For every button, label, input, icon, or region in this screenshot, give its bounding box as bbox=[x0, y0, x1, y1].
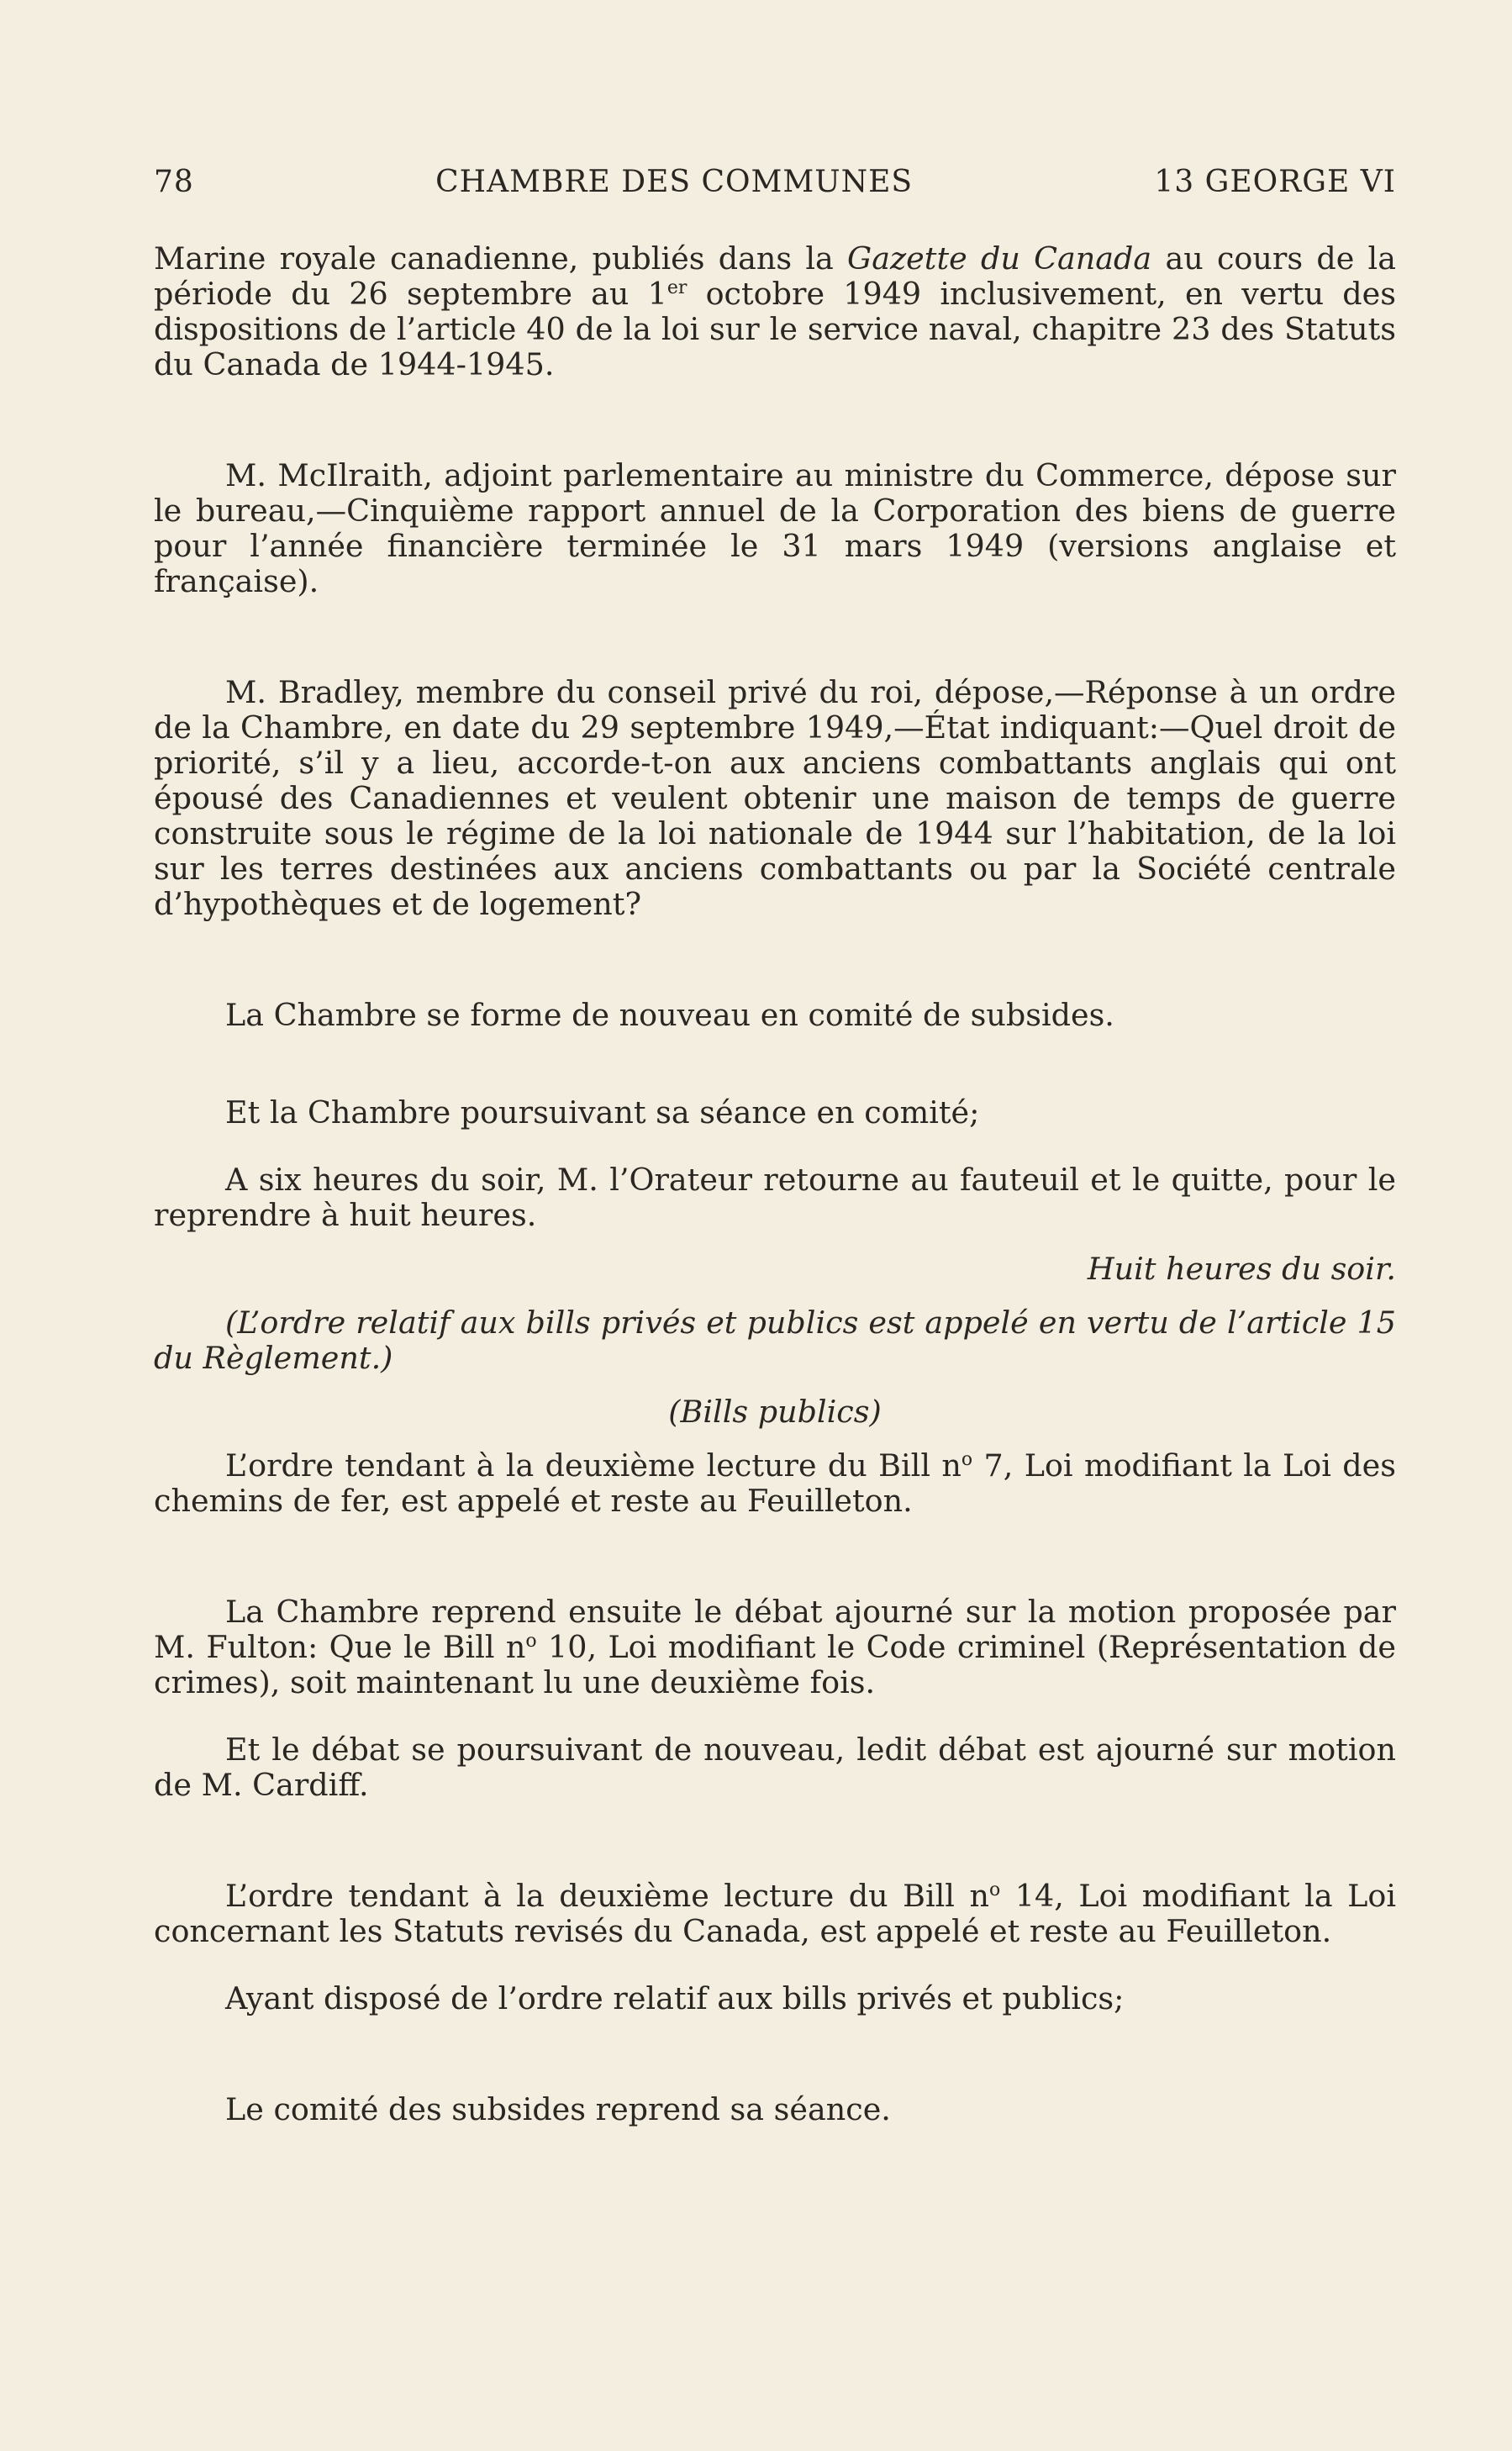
header-reign: 13 GEORGE VI bbox=[1154, 165, 1396, 199]
page-header bbox=[154, 165, 1396, 199]
bills-publics-heading: (Bills publics) bbox=[668, 1394, 882, 1430]
paragraph-marine-royale: Marine royale canadienne, publiés dans la Gazette du Canada au cours de la période du 26 septembre au 1er octobre 1949 inclusivement, en vertu des dispositions de l’article 40 de la loi sur le service naval, chapitre 23 des Statuts du Canada de 1944-1945. bbox=[154, 240, 1396, 382]
paragraph-comite-subsides: La Chambre se forme de nouveau en comité de subsides. bbox=[225, 997, 1114, 1033]
paragraph-seance-comite: Et la Chambre poursuivant sa séance en comité; bbox=[225, 1094, 980, 1131]
paragraph-bill-14: L’ordre tendant à la deuxième lecture du Bill $n^o$ 14, Loi modifiant la Loi concernant les Statuts revisés du Canada, est appelé et reste au Feuilleton. bbox=[154, 1878, 1396, 1949]
order-note: (L’ordre relatif aux bills privés et publics est appelé en vertu de l’article 15 du Règlement.) bbox=[154, 1305, 1396, 1376]
paragraph-debat-ajourne: Et le débat se poursuivant de nouveau, ledit débat est ajourné sur motion de M. Cardiff. bbox=[154, 1732, 1396, 1803]
time-heading: Huit heures du soir. bbox=[1087, 1251, 1396, 1287]
paragraph-bill-10: La Chambre reprend ensuite le débat ajourné sur la motion proposée par M. Fulton: Que le Bill $n^o$ 10, Loi modifiant le Code criminel (Représentation de crimes), soit maintenant lu une deuxième fois. bbox=[154, 1594, 1396, 1700]
paragraph-bill-7: L’ordre tendant à la deuxième lecture du Bill $n^o$ 7, Loi modifiant la Loi des chemins de fer, est appelé et reste au Feuilleton. bbox=[154, 1447, 1397, 1519]
paragraph-ayant-dispose: Ayant disposé de l’ordre relatif aux bills privés et publics; bbox=[225, 1980, 1125, 2016]
header-title: CHAMBRE DES COMMUNES bbox=[435, 165, 914, 199]
paragraph-six-heures: A six heures du soir, M. l’Orateur retourne au fauteuil et le quitte, pour le reprendre à huit heures. bbox=[154, 1162, 1396, 1233]
paragraph-comite-reprend: Le comité des subsides reprend sa séance. bbox=[225, 2091, 891, 2127]
document-page bbox=[154, 165, 1396, 2127]
paragraph-mcilraith: M. McIlraith, adjoint parlementaire au ministre du Commerce, dépose sur le bureau,—Cinquième rapport annuel de la Corporation des biens de guerre pour l’année financière terminée le 31 mars 1949 (versions anglaise et française). bbox=[154, 457, 1396, 599]
gazette-title: Gazette du Canada bbox=[847, 240, 1152, 277]
paragraph-bradley: M. Bradley, membre du conseil privé du roi, dépose,—Réponse à un ordre de la Chambre, en date du 29 septembre 1949,—État indiquant:—Quel droit de priorité, s’il y a lieu, accorde-t-on aux anciens combattants anglais qui ont épousé des Canadiennes et veulent obtenir une maison de temps de guerre construite sous le régime de la loi nationale de 1944 sur l’habitation, de la loi sur les terres destinées aux anciens combattants ou par la Société centrale d’hypothèques et de logement? bbox=[154, 674, 1396, 922]
page-number: 78 bbox=[154, 165, 194, 199]
